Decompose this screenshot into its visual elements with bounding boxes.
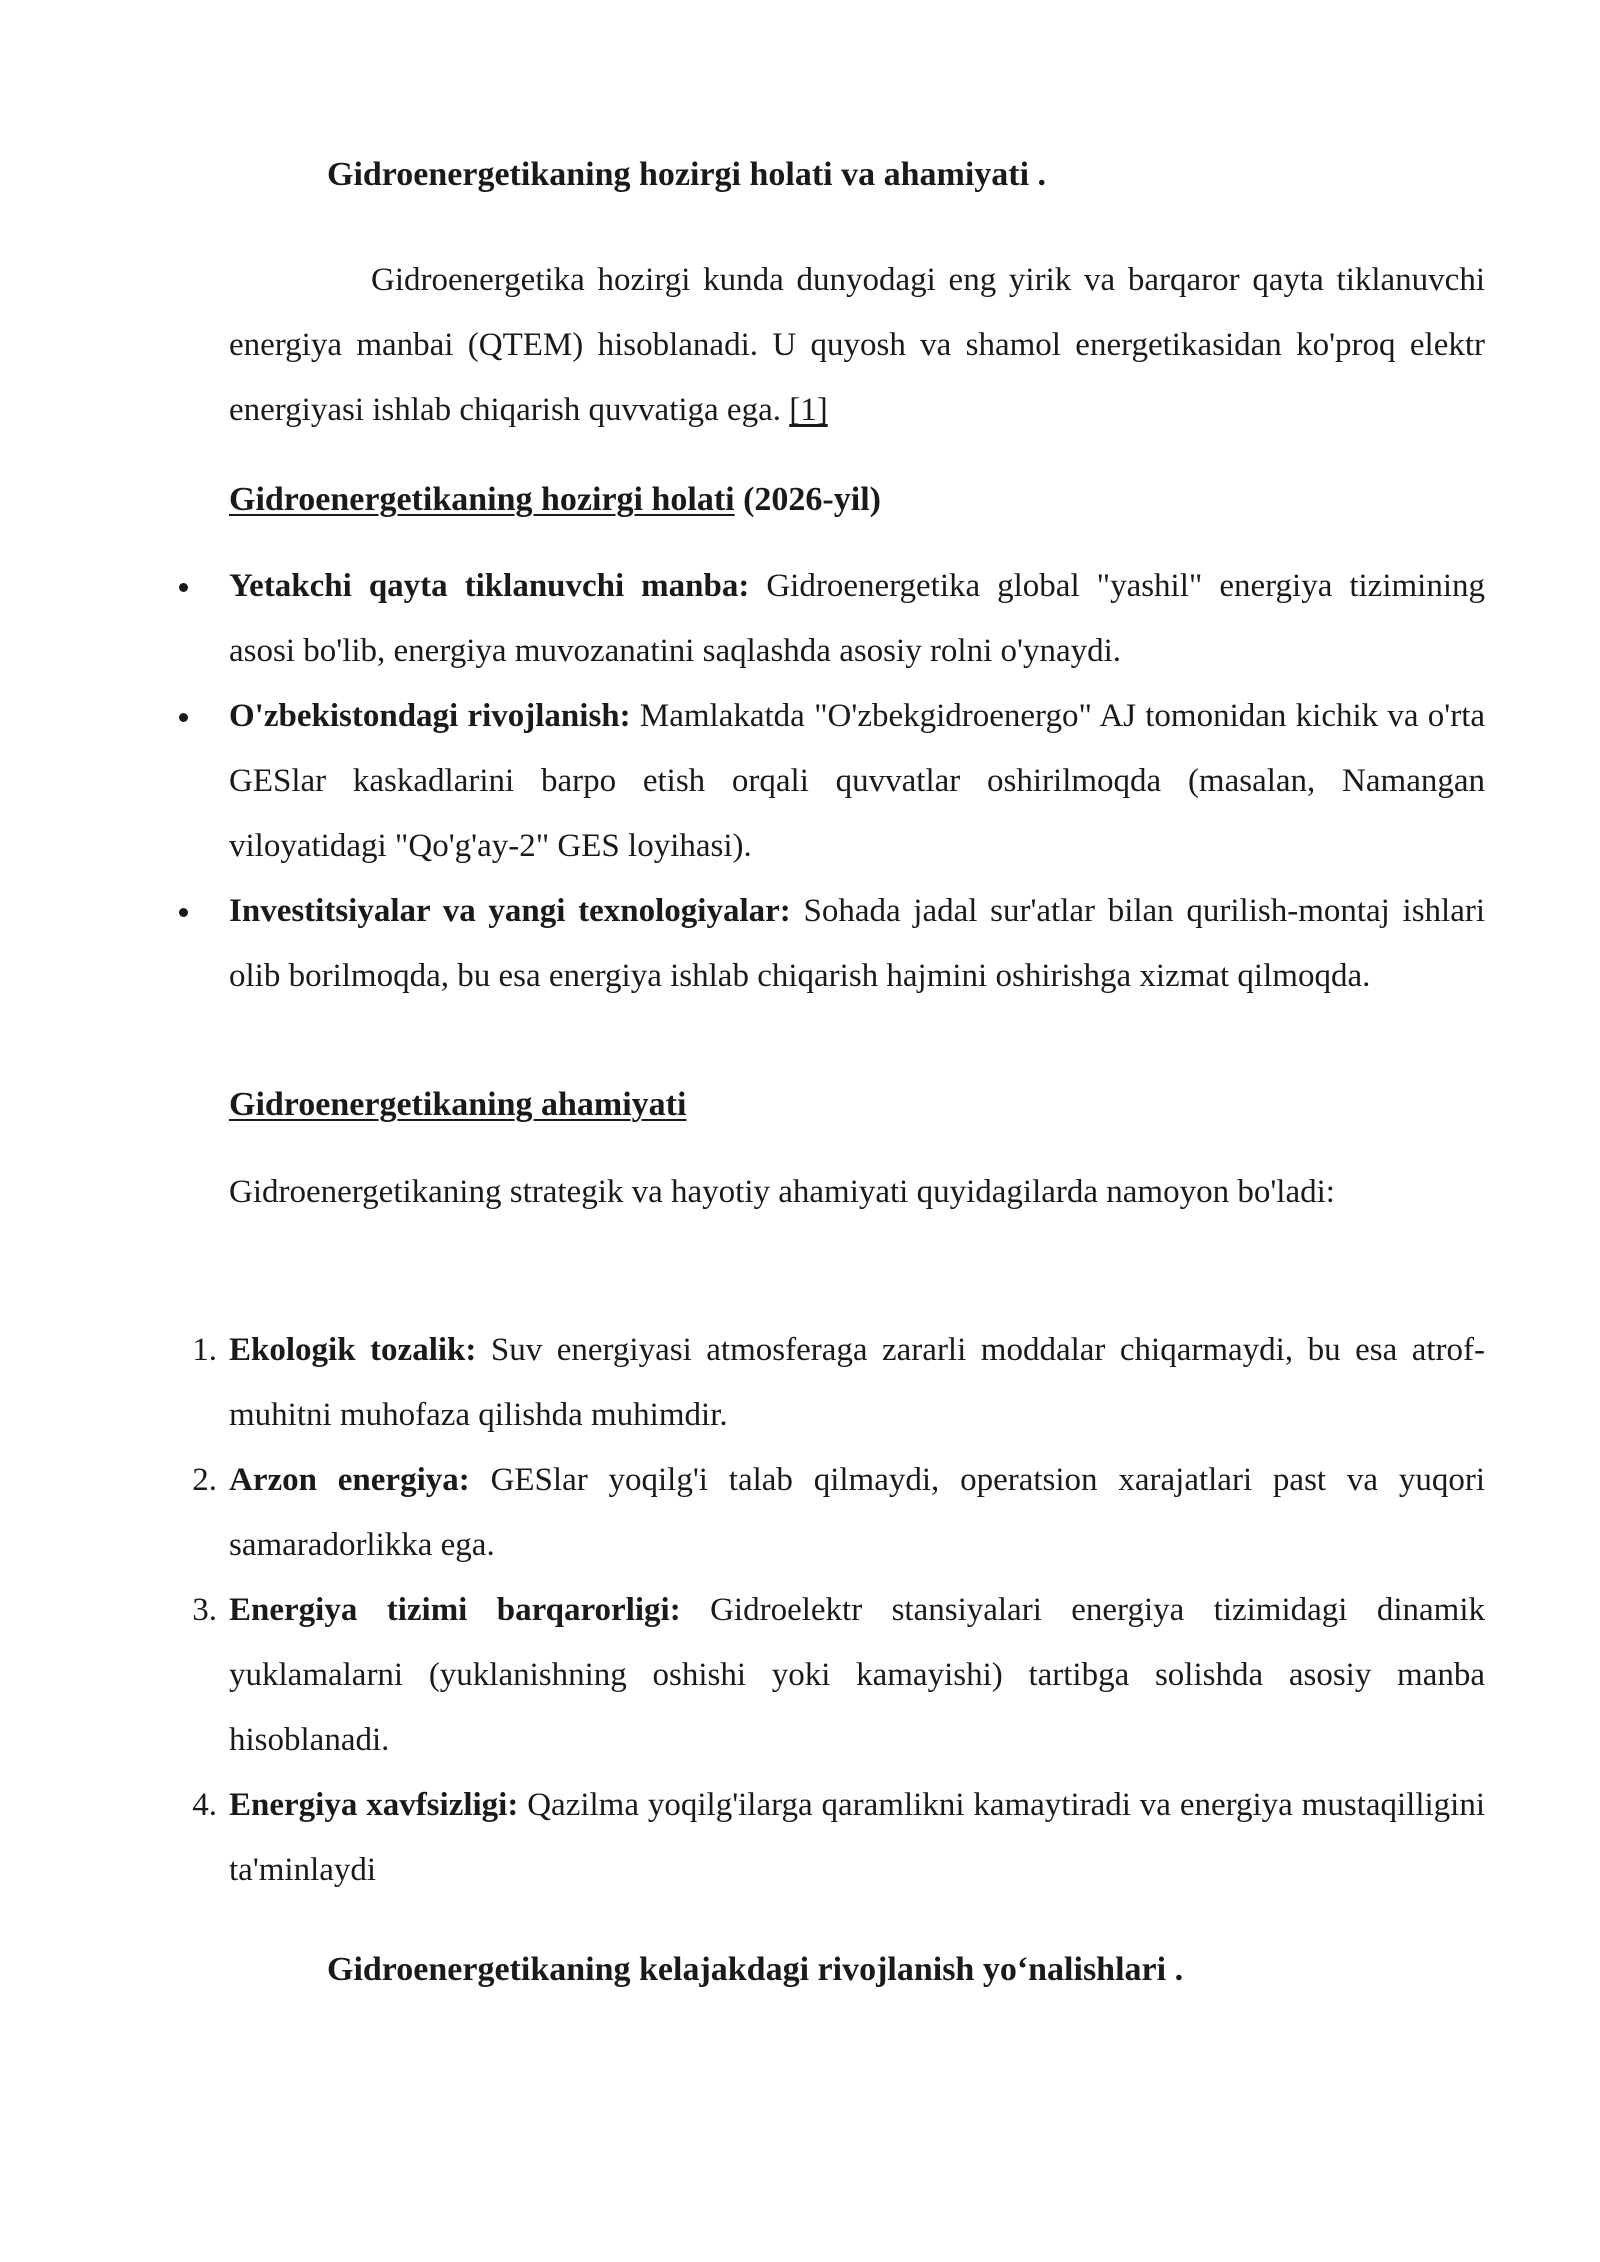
item-number: 2. bbox=[192, 1462, 217, 1498]
footer-title: Gidroenergetikaning kelajakdagi rivojlanish yo‘nalishlari . bbox=[327, 1951, 1184, 1988]
bullet-icon bbox=[179, 908, 188, 917]
bullet-icon bbox=[179, 583, 188, 592]
item-text: Qazilma yoqilg'ilarga qaramlikni kamaytiradi va energiya mustaqilligini ta'minlaydi bbox=[229, 1787, 1486, 1888]
item-label: Ekologik tozalik: bbox=[229, 1332, 477, 1368]
section2-heading-text: Gidroenergetikaning ahamiyati bbox=[229, 1086, 687, 1123]
document-title: Gidroenergetikaning hozirgi holati va ahamiyati . bbox=[327, 156, 1047, 193]
list-item bbox=[192, 1448, 1486, 1578]
item-text: Suv energiyasi atmosferaga zararli moddalar chiqarmaydi, bu esa atrof-muhitni muhofaza qilishda muhimdir. bbox=[229, 1332, 1486, 1433]
bullet-icon bbox=[179, 713, 188, 722]
list-item bbox=[229, 684, 1485, 879]
section1-heading-suffix: (2026-yil) bbox=[743, 481, 881, 518]
section2-intro-text: Gidroenergetikaning strategik va hayotiy ahamiyati quyidagilarda namoyon bo'ladi: bbox=[229, 1174, 1335, 1210]
item-number: 3. bbox=[192, 1592, 217, 1628]
item-label: Arzon energiya: bbox=[229, 1462, 470, 1498]
section1-heading-text: Gidroenergetikaning hozirgi holati bbox=[229, 481, 735, 518]
list-item bbox=[192, 1318, 1486, 1448]
item-text: Sohada jadal sur'atlar bilan qurilish-montaj ishlari olib borilmoqda, bu esa energiya ishlab chiqarish hajmini oshirishga xizmat qilmoqda. bbox=[229, 893, 1486, 994]
intro-paragraph bbox=[229, 248, 1485, 443]
reference-link[interactable]: [1] bbox=[789, 392, 828, 428]
item-label: Investitsiyalar va yangi texnologiyalar: bbox=[229, 893, 791, 929]
item-text: Gidroelektr stansiyalari energiya tizimidagi dinamik yuklamalarni (yuklanishning oshishi yoki kamayishi) tartibga solishda asosiy manba hisoblanadi. bbox=[229, 1592, 1485, 1758]
item-text: Gidroenergetika global "yashil" energiya tizimining asosi bo'lib, energiya muvozanatini saqlashda asosiy rolni o'ynaydi. bbox=[229, 568, 1485, 669]
item-text: Mamlakatda "O'zbekgidroenergo" AJ tomonidan kichik va o'rta GESlar kaskadlarini barpo etish orqali quvvatlar oshirilmoqda (masalan, Namangan viloyatidagi "Qo'g'ay-2" GES loyihasi). bbox=[229, 698, 1486, 864]
list-item bbox=[229, 554, 1485, 684]
item-number: 4. bbox=[192, 1787, 217, 1823]
section2-numbered-list bbox=[0, 1318, 1600, 1903]
item-label: O'zbekistondagi rivojlanish: bbox=[229, 698, 631, 734]
item-label: Energiya xavfsizligi: bbox=[229, 1787, 519, 1823]
list-item bbox=[192, 1578, 1485, 1773]
item-label: Yetakchi qayta tiklanuvchi manba: bbox=[229, 568, 750, 604]
list-item bbox=[192, 1773, 1486, 1903]
section1-heading bbox=[229, 478, 881, 522]
section1-bullet-list bbox=[0, 554, 1600, 1009]
section2-heading bbox=[229, 1083, 686, 1127]
intro-text: Gidroenergetika hozirgi kunda dunyodagi eng yirik va barqaror qayta tiklanuvchi energiya manbai (QTEM) hisoblanadi. U quyosh va shamol energetikasidan ko'proq elektr energiyasi ishlab chiqarish quvvatiga ega. bbox=[229, 262, 1485, 428]
item-text: GESlar yoqilg'i talab qilmaydi, operatsion xarajatlari past va yuqori samaradorlikka ega. bbox=[229, 1462, 1486, 1563]
item-number: 1. bbox=[192, 1332, 217, 1368]
item-label: Energiya tizimi barqarorligi: bbox=[229, 1592, 681, 1628]
list-item bbox=[229, 879, 1485, 1009]
section2-intro bbox=[229, 1160, 1485, 1225]
